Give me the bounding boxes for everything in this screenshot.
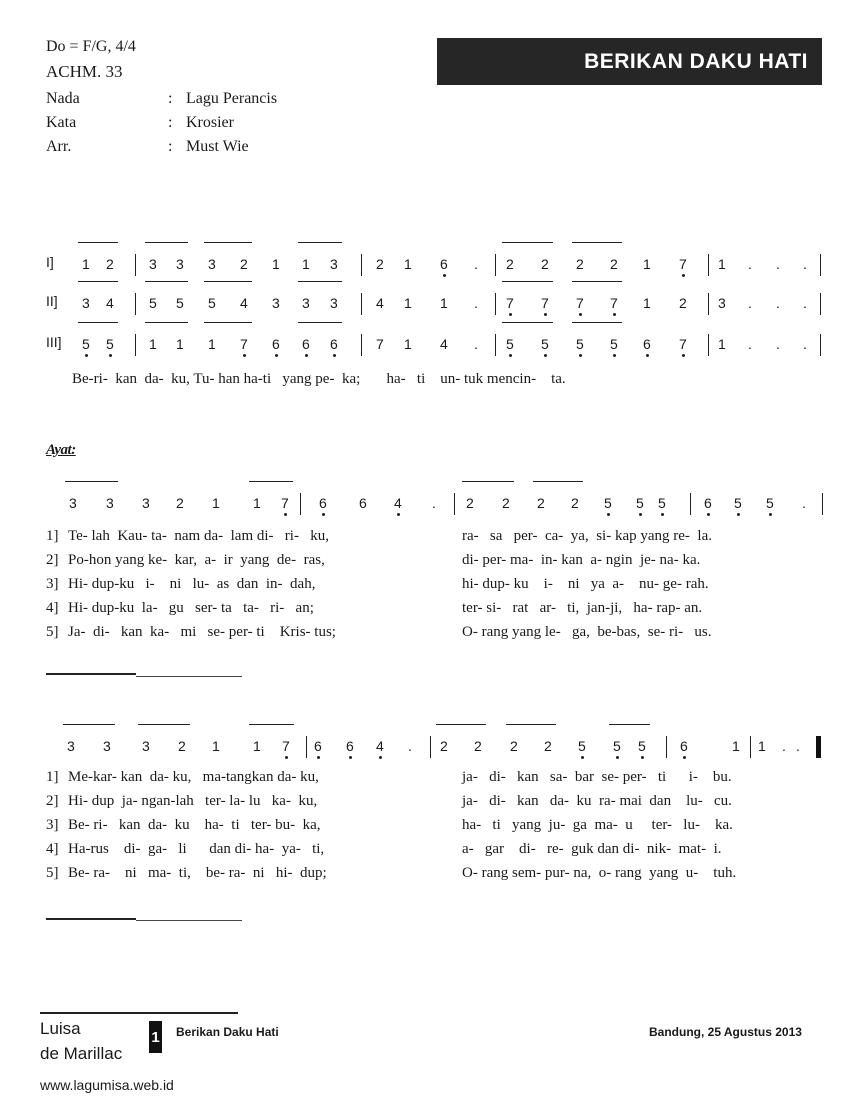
ayat-label: Ayat: (46, 442, 76, 458)
note: 5 (208, 295, 216, 311)
note: 6 (359, 495, 367, 511)
note: 2 (506, 256, 514, 272)
note: 1 (208, 336, 216, 352)
note: 7 (576, 295, 584, 311)
beam (572, 322, 622, 323)
verse-number: 3] (46, 576, 59, 592)
note: . (776, 256, 780, 272)
note: . (474, 256, 478, 272)
note: 5 (734, 495, 742, 511)
divider (136, 920, 242, 921)
voice-label-2: II] (46, 293, 58, 309)
note: . (776, 295, 780, 311)
lyric-line-left: Te- lah Kau- ta- nam da- lam di- ri- ku, (68, 528, 329, 544)
note: . (803, 295, 807, 311)
verse-number: 1] (46, 528, 59, 544)
note: 4 (440, 336, 448, 352)
note: 5 (610, 336, 618, 352)
verse-number: 5] (46, 624, 59, 640)
bar-line (361, 254, 362, 276)
beam (502, 242, 553, 243)
note: 6 (643, 336, 651, 352)
note: 2 (440, 738, 448, 754)
note: 1 (732, 738, 740, 754)
octave-dot-low (646, 354, 649, 357)
beam (204, 242, 252, 243)
note: 5 (176, 295, 184, 311)
note: . (474, 336, 478, 352)
bar-line (666, 736, 667, 758)
note: 1 (404, 256, 412, 272)
octave-dot-low (616, 756, 619, 759)
lyric-line-right: O- rang sem- pur- na, o- rang yang u- tuh. (462, 865, 737, 881)
credit-value-kata: Krosier (186, 114, 234, 131)
note: 3 (302, 295, 310, 311)
beam (249, 481, 293, 482)
lyric-line-left: Hi- dup ja- ngan-lah ter- la- lu ka- ku, (68, 793, 318, 809)
note: 2 (176, 495, 184, 511)
bar-line (135, 254, 136, 276)
note: 4 (376, 738, 384, 754)
note: 6 (440, 256, 448, 272)
note: 2 (510, 738, 518, 754)
octave-dot-low (317, 756, 320, 759)
octave-dot-low (397, 513, 400, 516)
beam (78, 281, 118, 282)
note: 3 (82, 295, 90, 311)
lyric-line-right: di- per- ma- in- kan a- ngin je- na- ka. (462, 552, 701, 568)
note: 2 (679, 295, 687, 311)
note: 7 (376, 336, 384, 352)
note: 7 (240, 336, 248, 352)
bar-line (430, 736, 431, 758)
lyric-line-left: Be- ri- kan da- ku ha- ti ter- bu- ka, (68, 817, 321, 833)
note: . (432, 495, 436, 511)
octave-dot-low (243, 354, 246, 357)
footer-place-date: Bandung, 25 Agustus 2013 (649, 1025, 802, 1039)
note: . (782, 738, 786, 754)
note: 1 (404, 336, 412, 352)
credit-value-arr: Must Wie (186, 138, 249, 155)
octave-dot-low (284, 513, 287, 516)
octave-dot-low (682, 354, 685, 357)
octave-dot-low (275, 354, 278, 357)
verse-number: 5] (46, 865, 59, 881)
note: . (748, 336, 752, 352)
note: 7 (281, 495, 289, 511)
beam (204, 281, 252, 282)
note: 1 (272, 256, 280, 272)
lyric-line-left: Me-kar- kan da- ku, ma-tangkan da- ku, (68, 769, 319, 785)
note: 1 (212, 738, 220, 754)
lyric-line-left: Be- ra- ni ma- ti, be- ra- ni hi- dup; (68, 865, 327, 881)
beam (298, 242, 342, 243)
credit-sep: : (168, 90, 173, 107)
beam (436, 724, 486, 725)
hymn-number: ACHM. 33 (46, 62, 123, 81)
bar-line (708, 254, 709, 276)
bar-line (708, 334, 709, 356)
footer-name-line1: Luisa (40, 1019, 81, 1038)
note: 2 (106, 256, 114, 272)
note: 3 (149, 256, 157, 272)
note: 3 (106, 495, 114, 511)
beam (65, 481, 118, 482)
note: 6 (330, 336, 338, 352)
verse-number: 3] (46, 817, 59, 833)
note: 3 (103, 738, 111, 754)
octave-dot-low (109, 354, 112, 357)
beam (138, 724, 190, 725)
bar-line (361, 334, 362, 356)
beam (78, 242, 118, 243)
verse-number: 2] (46, 552, 59, 568)
note: 5 (506, 336, 514, 352)
note: 3 (718, 295, 726, 311)
note: 3 (272, 295, 280, 311)
note: 3 (330, 256, 338, 272)
bar-line (822, 493, 823, 515)
octave-dot-low (349, 756, 352, 759)
note: 2 (178, 738, 186, 754)
note: 2 (544, 738, 552, 754)
verse-number: 1] (46, 769, 59, 785)
note: 1 (253, 495, 261, 511)
note: 5 (766, 495, 774, 511)
octave-dot-low (544, 313, 547, 316)
beam (145, 322, 188, 323)
beam (572, 281, 622, 282)
note: 5 (613, 738, 621, 754)
bar-line (820, 254, 821, 276)
beam (78, 322, 118, 323)
note: 4 (240, 295, 248, 311)
octave-dot-low (509, 354, 512, 357)
bar-line (820, 293, 821, 315)
beam (249, 724, 294, 725)
note: 7 (506, 295, 514, 311)
note: . (803, 256, 807, 272)
note: 1 (643, 295, 651, 311)
note: 1 (82, 256, 90, 272)
note: 7 (679, 336, 687, 352)
beam (145, 281, 188, 282)
beam (572, 242, 622, 243)
beam (298, 322, 342, 323)
octave-dot-low (333, 354, 336, 357)
note: 6 (302, 336, 310, 352)
note: 6 (680, 738, 688, 754)
bar-line (690, 493, 691, 515)
note: 5 (82, 336, 90, 352)
note: 3 (176, 256, 184, 272)
note: 1 (718, 256, 726, 272)
lyric-line-right: hi- dup- ku i- ni ya a- nu- ge- rah. (462, 576, 709, 592)
beam (298, 281, 342, 282)
octave-dot-low (707, 513, 710, 516)
note: 5 (638, 738, 646, 754)
note: 5 (578, 738, 586, 754)
beam (502, 281, 553, 282)
note: 3 (67, 738, 75, 754)
octave-dot-low (305, 354, 308, 357)
bar-line (495, 293, 496, 315)
octave-dot-low (683, 756, 686, 759)
octave-dot-low (581, 756, 584, 759)
page-number: 1 (149, 1021, 162, 1053)
divider (136, 676, 242, 677)
note: 5 (604, 495, 612, 511)
octave-dot-low (639, 513, 642, 516)
lyric-line-right: ha- ti yang ju- ga ma- u ter- lu- ka. (462, 817, 733, 833)
beam (63, 724, 115, 725)
note: 3 (142, 738, 150, 754)
note: 1 (758, 738, 766, 754)
note: . (748, 295, 752, 311)
lyric-line-left: Hi- dup-ku la- gu ser- ta ta- ri- an; (68, 600, 314, 616)
octave-dot-low (285, 756, 288, 759)
note: 5 (106, 336, 114, 352)
bar-line (300, 493, 301, 515)
note: 1 (176, 336, 184, 352)
divider (46, 673, 136, 675)
note: 7 (541, 295, 549, 311)
note: 2 (466, 495, 474, 511)
octave-dot-low (544, 354, 547, 357)
lyric-line-right: ra- sa per- ca- ya, si- kap yang re- la. (462, 528, 712, 544)
note: . (776, 336, 780, 352)
note: 3 (330, 295, 338, 311)
note: 3 (142, 495, 150, 511)
note: . (802, 495, 806, 511)
note: 7 (282, 738, 290, 754)
note: 2 (576, 256, 584, 272)
note: 4 (394, 495, 402, 511)
note: 1 (404, 295, 412, 311)
credit-label-kata: Kata (46, 114, 77, 131)
note: . (796, 738, 800, 754)
bar-line (454, 493, 455, 515)
octave-dot-low (322, 513, 325, 516)
note: . (408, 738, 412, 754)
note: 7 (610, 295, 618, 311)
beam (204, 322, 252, 323)
note: 4 (376, 295, 384, 311)
beam (462, 481, 514, 482)
note: . (803, 336, 807, 352)
note: 6 (704, 495, 712, 511)
octave-dot-low (737, 513, 740, 516)
octave-dot-low (613, 313, 616, 316)
note: 2 (537, 495, 545, 511)
note: 1 (253, 738, 261, 754)
note: . (474, 295, 478, 311)
refrain-lyric: Be-ri- kan da- ku, Tu- han ha-ti yang pe- ka; ha- ti un- tuk mencin- ta. (72, 371, 566, 387)
lyric-line-left: Ha-rus di- ga- li dan di- ha- ya- ti, (68, 841, 325, 857)
beam (533, 481, 583, 482)
bar-line (361, 293, 362, 315)
note: 2 (571, 495, 579, 511)
note: 6 (314, 738, 322, 754)
note: 7 (679, 256, 687, 272)
song-title: BERIKAN DAKU HATI (584, 49, 808, 73)
beam (506, 724, 556, 725)
octave-dot-low (641, 756, 644, 759)
verse-number: 4] (46, 600, 59, 616)
bar-line (495, 254, 496, 276)
note: 2 (376, 256, 384, 272)
lyric-line-left: Ja- di- kan ka- mi se- per- ti Kris- tus; (68, 624, 336, 640)
credit-sep: : (168, 114, 173, 131)
footer-song-title: Berikan Daku Hati (176, 1025, 279, 1039)
footer-website: www.lagumisa.web.id (40, 1077, 174, 1093)
lyric-line-left: Po-hon yang ke- kar, a- ir yang de- ras, (68, 552, 325, 568)
octave-dot-low (379, 756, 382, 759)
octave-dot-low (509, 313, 512, 316)
bar-line (135, 293, 136, 315)
lyric-line-right: a- gar di- re- guk dan di- nik- mat- i. (462, 841, 722, 857)
note: 1 (302, 256, 310, 272)
note: 1 (149, 336, 157, 352)
bar-line (135, 334, 136, 356)
final-bar (816, 736, 821, 758)
lyric-line-left: Hi- dup-ku i- ni lu- as dan in- dah, (68, 576, 316, 592)
octave-dot-low (769, 513, 772, 516)
octave-dot-low (579, 354, 582, 357)
credit-label-nada: Nada (46, 90, 80, 107)
beam (502, 322, 553, 323)
credit-sep: : (168, 138, 173, 155)
octave-dot-low (661, 513, 664, 516)
octave-dot-low (443, 274, 446, 277)
lyric-line-right: ja- di- kan sa- bar se- per- ti i- bu. (462, 769, 732, 785)
note: 6 (272, 336, 280, 352)
credit-label-arr: Arr. (46, 138, 72, 155)
note: 5 (541, 336, 549, 352)
octave-dot-low (85, 354, 88, 357)
voice-label-1: I] (46, 254, 54, 270)
note: 5 (576, 336, 584, 352)
note: 1 (440, 295, 448, 311)
note: 2 (240, 256, 248, 272)
note: 1 (643, 256, 651, 272)
bar-line (820, 334, 821, 356)
note: 2 (474, 738, 482, 754)
note: 4 (106, 295, 114, 311)
bar-line (750, 736, 751, 758)
voice-label-3: III] (46, 334, 62, 350)
note: 2 (541, 256, 549, 272)
bar-line (708, 293, 709, 315)
octave-dot-low (579, 313, 582, 316)
beam (609, 724, 650, 725)
verse-number: 4] (46, 841, 59, 857)
lyric-line-right: O- rang yang le- ga, be-bas, se- ri- us. (462, 624, 712, 640)
note: 6 (346, 738, 354, 754)
note: 5 (658, 495, 666, 511)
octave-dot-low (613, 354, 616, 357)
beam (145, 242, 188, 243)
note: 5 (636, 495, 644, 511)
footer-name-line2: de Marillac (40, 1044, 123, 1063)
note: 3 (208, 256, 216, 272)
note: 6 (319, 495, 327, 511)
note: 1 (718, 336, 726, 352)
lyric-line-right: ja- di- kan da- ku ra- mai dan lu- cu. (462, 793, 732, 809)
octave-dot-low (682, 274, 685, 277)
credit-value-nada: Lagu Perancis (186, 90, 278, 107)
verse-number: 2] (46, 793, 59, 809)
note: 5 (149, 295, 157, 311)
divider (46, 918, 136, 920)
bar-line (495, 334, 496, 356)
key-signature: Do = F/G, 4/4 (46, 38, 136, 55)
octave-dot-low (607, 513, 610, 516)
note: 2 (610, 256, 618, 272)
note: 2 (502, 495, 510, 511)
bar-line (306, 736, 307, 758)
lyric-line-right: ter- si- rat ar- ti, jan-ji, ha- rap- an. (462, 600, 703, 616)
note: . (748, 256, 752, 272)
footer-rule (40, 1012, 238, 1014)
note: 3 (69, 495, 77, 511)
note: 1 (212, 495, 220, 511)
